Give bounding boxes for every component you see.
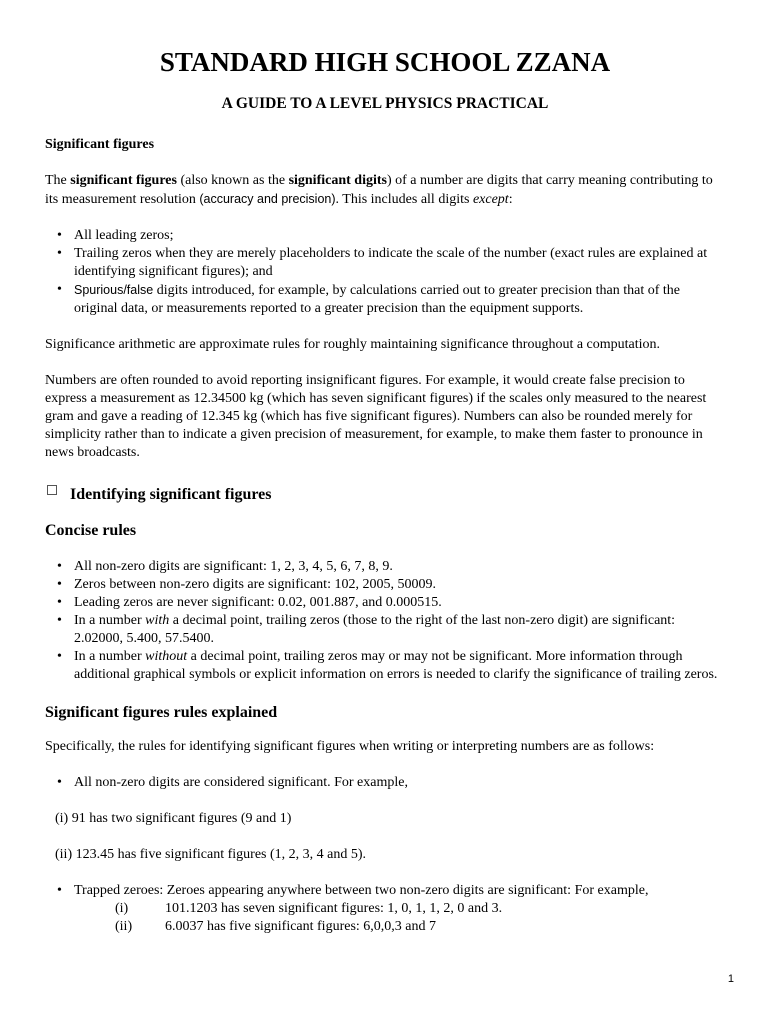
list-item: • Trailing zeros when they are merely placeholders to indicate the scale of the number (exact rules are explained at identifying significant figures); and: [45, 245, 725, 281]
list-item-italic: with: [145, 613, 170, 628]
rules-list-2: [45, 882, 725, 900]
list-item-italic: without: [145, 649, 188, 664]
sub-example-number: (ii): [115, 919, 133, 934]
list-item-text: digits introduced, for example, by calculations carried out to greater precision than that of the original data, or measurements reported to a greater precision than the equipment supports.: [74, 283, 680, 316]
document-subtitle: A GUIDE TO A LEVEL PHYSICS PRACTICAL: [221, 95, 549, 112]
sub-example-number: (i): [115, 901, 129, 916]
list-item: [45, 612, 725, 648]
intro-italic: except: [472, 192, 509, 207]
list-item: • All non-zero digits are considered significant. For example,: [45, 774, 725, 792]
checkbox-icon: [47, 485, 57, 495]
heading-identifying-text: Identifying significant figures: [70, 486, 272, 503]
sub-example-text: 6.0037 has five significant figures: 6,0,0,3 and 7: [165, 919, 437, 934]
heading-significant-figures: Significant figures: [45, 137, 155, 152]
example-row: (ii) 123.45 has five significant figures (1, 2, 3, 4 and 5).: [55, 847, 367, 862]
intro-text-4: . This includes all digits: [335, 192, 473, 207]
list-item-text: a decimal point, trailing zeros may or may not be significant. More information through additional graphical symbols or explicit information on errors is needed to clarify the significance of trailing zeros.: [74, 649, 718, 682]
list-item-text: a decimal point, trailing zeros (those to the right of the last non-zero digit) are significant: 2.02000, 5.400, 57.5400.: [74, 613, 676, 646]
significance-arithmetic-paragraph: Significance arithmetic are approximate rules for roughly maintaining significance throughout a computation.: [45, 337, 661, 352]
list-item-sans: Spurious/false: [74, 283, 154, 297]
intro-bold-1: significant figures: [70, 173, 177, 188]
list-item: • All leading zeros;: [45, 227, 725, 245]
document-title: STANDARD HIGH SCHOOL ZZANA: [159, 47, 611, 77]
list-item: • Zeros between non-zero digits are significant: 102, 2005, 50009.: [45, 576, 725, 594]
heading-identifying: [45, 484, 725, 506]
sub-example-row: [45, 900, 725, 918]
list-item: [45, 281, 725, 318]
intro-text-3: ) of a number are digits that carry meaning contributing to its measurement resolution: [45, 173, 713, 207]
rounding-paragraph: Numbers are often rounded to avoid reporting insignificant figures. For example, it would create false precision to express a measurement as 12.34500 kg (which has seven significant figures) if the scales only measured to the nearest gram and gave a reading of 12.345 kg (which has five significant figures). Numbers can also be rounded merely for simplicity rather than to indicate a given precision of measurement, for example, to make them faster to pronounce in news broadcasts.: [45, 373, 707, 460]
intro-text-2: (also known as the: [176, 173, 289, 188]
intro-sans-text: (accuracy and precision): [199, 192, 336, 206]
exception-list: [45, 227, 725, 318]
intro-bold-2: significant digits: [288, 173, 387, 188]
rules-explained-intro: Specifically, the rules for identifying significant figures when writing or interpreting numbers are as follows:: [45, 739, 655, 754]
page-number: 1: [727, 973, 734, 985]
list-item: [45, 648, 725, 684]
list-item: • Leading zeros are never significant: 0.02, 001.887, and 0.000515.: [45, 594, 725, 612]
sub-example-text: 101.1203 has seven significant figures: 1, 0, 1, 1, 2, 0 and 3.: [165, 901, 503, 916]
concise-rules-list: [45, 558, 725, 684]
heading-concise-rules: Concise rules: [45, 522, 137, 539]
example-row: (i) 91 has two significant figures (9 and 1): [55, 811, 292, 826]
rules-list-1: [45, 774, 725, 792]
list-item-text: In a number: [74, 649, 146, 664]
intro-text-1: The: [45, 173, 71, 188]
list-item: • All non-zero digits are significant: 1, 2, 3, 4, 5, 6, 7, 8, 9.: [45, 558, 725, 576]
heading-rules-explained: Significant figures rules explained: [45, 704, 278, 721]
intro-paragraph: [45, 172, 725, 209]
list-item-text: In a number: [74, 613, 146, 628]
sub-example-row: [45, 918, 725, 936]
document-page: [45, 40, 725, 936]
list-item: • Trapped zeroes: Zeroes appearing anywhere between two non-zero digits are significant: For example,: [45, 882, 725, 900]
intro-text-5: :: [508, 192, 513, 207]
